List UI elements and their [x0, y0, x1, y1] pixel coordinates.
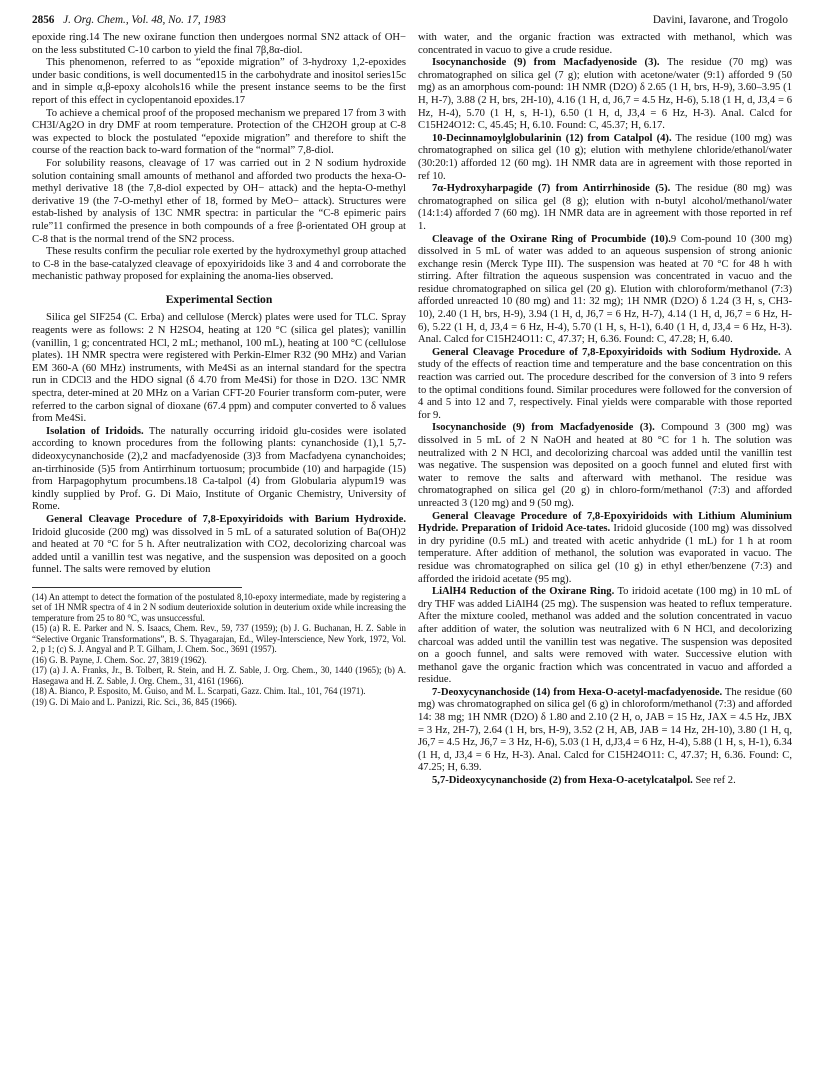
- experimental-paragraph: Silica gel SIF254 (C. Erba) and cellulose (Merck) plates were used for TLC. Spray reagents were as follows: 2 N H2SO4, heating at 120 °C (silica gel plates); vanillin (vanillin, 1 g; concentrated HCl, 2 mL; methanol, 100 mL), heating at 100 °C (cellulose plates). 1H NMR spectra were registered with Perkin-Elmer R32 (90 MHz) and Varian EM 360-A (60 MHz) instruments, with Me4Si as an internal standard for the spectra run in CDCl3 and the HDO signal (δ 4.70 from Me4Si) for those in D2O. 13C NMR spectra, deter-mined at 20 MHz on a Varian CFT-20 Fourier transform com-puter, were referred to the carbon signal of dioxane (67.4 ppm) and computer converted to δ values from Me4Si.: [32, 312, 406, 425]
- experimental-paragraph: [418, 511, 792, 587]
- run-in-heading: General Cleavage Procedure of 7,8-Epoxyiridoids with Barium Hydroxide.: [46, 513, 406, 525]
- run-in-heading: LiAlH4 Reduction of the Oxirane Ring.: [432, 586, 615, 598]
- paragraph-text: The residue (100 mg) was chromatographed on silica gel (10 g); elution with methylene chloride/ethanol/water (30:20:1) afforded 12 (60 mg). 1H NMR data are in agreement with those reported in ref 10.: [418, 132, 792, 182]
- page-header: [32, 14, 788, 32]
- run-in-heading: Cleavage of the Oxirane Ring of Procumbide (10).: [432, 233, 671, 245]
- run-in-heading: Isocynanchoside (9) from Macfadyenoside (3).: [432, 422, 655, 434]
- paragraph: with water, and the organic fraction was extracted with methanol, which was concentrated in vacuo to give a crude residue.: [418, 32, 792, 56]
- experimental-paragraph: [418, 586, 792, 687]
- run-in-heading: 7α-Hydroxyharpagide (7) from Antirrhinoside (5).: [432, 183, 671, 195]
- experimental-paragraph: [418, 57, 792, 133]
- run-in-heading: General Cleavage Procedure of 7,8-Epoxyiridoids with Sodium Hydroxide.: [432, 346, 781, 358]
- footnote: (17) (a) J. A. Franks, Jr., B. Tolbert, R. Stein, and H. Z. Sable, J. Org. Chem., 30, 1440 (1965); (b) A. Hasegawa and H. Z. Sable, J. Org. Chem., 31, 4161 (1966).: [32, 665, 406, 686]
- footnote: (19) G. Di Maio and L. Panizzi, Ric. Sci., 36, 845 (1966).: [32, 696, 237, 707]
- paragraph: epoxide ring.14 The new oxirane function then undergoes normal SN2 attack of OH− on the less substituted C-10 carbon to yield the final 7β,8α-diol.: [32, 32, 406, 56]
- left-column: [32, 32, 406, 707]
- paragraph-text: Iridoid glucoside (200 mg) was dissolved in 5 mL of a saturated solution of Ba(OH)2 and heated at 70 °C for 5 h. After neutralization with CO2, decolorizing charcoal was added until a vanillin test was negative, and the suspension was deposited on a gooch funnel. The salts were removed by elution: [32, 526, 406, 576]
- footnote: (15) (a) R. E. Parker and N. S. Isaacs, Chem. Rev., 59, 737 (1959); (b) J. G. Buchanan, H. Z. Sable in “Selective Organic Transformations”, B. S. Thyagarajan, Ed., Wiley-Interscience, New York, 1972, Vol. 2, p 1; (c) S. J. Angyal and P. T. Gilham, J. Chem. Soc., 3691 (1957).: [32, 623, 406, 655]
- right-column: [418, 32, 792, 788]
- paragraph-text: The naturally occurring iridoid glu-cosides were isolated according to known procedures from the following plants: cynanchoside (1),1 5,7-dideoxycynanchoside (2),2 and macfadyenoside (3)3 from Macfadyena cynanchoides; an-tirrhinoside (5)5 from Antirrhinum tortuosum; procumbide (10) and harpagide (15) from Harpagophytum procumbens.18 Ca-talpol (4) from Globularia alypum19 was kindly supplied by Prof. G. Di Maio, Institute of Organic Chemistry, University of Rome.: [32, 425, 406, 513]
- run-in-heading: General Cleavage Procedure of 7,8-Epoxyiridoids with Lithium Aluminium Hydride. Preparation of Iridoid Ace-tates.: [418, 510, 792, 535]
- paragraph-text: See ref 2.: [692, 775, 736, 787]
- footnote: (18) A. Bianco, P. Esposito, M. Guiso, and M. L. Scarpati, Gazz. Chim. Ital., 101, 764 (1971).: [32, 686, 366, 697]
- experimental-paragraph: [32, 426, 406, 514]
- experimental-paragraph: [418, 133, 792, 183]
- running-authors: Davini, Iavarone, and Trogolo: [652, 14, 788, 26]
- paragraph-text: The residue (70 mg) was chromatographed on silica gel (7 g); elution with acetone/water (9:1) afforded 9 (50 mg) as an amorphous com-pound: 1H NMR (D2O) δ 2.65 (1 H, brs, H-9), 3.60–3.95 (1 H, H-7), 3.88 (2 H, brs, 2H-10), 4.16 (1 H, d, J6,7 = 4.5 Hz, H-6), 5.18 (1 H, d, J3,4 = 6 Hz, H-4), 5.70 (1 H, s, H-1), 6.50 (1 H, d, J3,4 = 6 Hz, H-3). Anal. Calcd for C15H24O12: C, 45.45; H, 6.10. Found: C, 45.37; H, 6.17.: [418, 57, 792, 132]
- run-in-heading: 7-Deoxycynanchoside (14) from Hexa-O-acetyl-macfadyenoside.: [432, 686, 723, 698]
- experimental-paragraph: [32, 514, 406, 577]
- footnotes: [32, 587, 406, 708]
- paragraph-text: Iridoid glucoside (100 mg) was dissolved in dry pyridine (0.5 mL) and treated with acetic anhydride (1 mL) for 1 h at room temperature. After addition of methanol, the solution was evaporated in vacuo. The residue was chromatographed on silica gel (10 g) in ethyl ether/benzene (7:3) and afforded the iridoid acetate (95 mg).: [418, 523, 792, 585]
- footnote: (16) G. B. Payne, J. Chem. Soc. 27, 3819 (1962).: [32, 654, 207, 665]
- experimental-paragraph: [418, 234, 792, 347]
- header-left: [32, 14, 226, 26]
- paragraph-text: The residue (80 mg) was chromatographed on silica gel (8 g); elution with n-butyl alcohol/methanol/water (14:1:4) afforded 7 (60 mg). 1H NMR data are in agreement with those reported in ref 1.: [418, 183, 792, 232]
- run-in-heading: 5,7-Dideoxycynanchoside (2) from Hexa-O-acetylcatalpol.: [432, 775, 693, 787]
- journal-citation: J. Org. Chem., Vol. 48, No. 17, 1983: [63, 14, 226, 26]
- section-heading: Experimental Section: [165, 292, 273, 306]
- experimental-paragraph: [418, 687, 792, 775]
- paragraph-text: Compound 3 (300 mg) was dissolved in 5 mL of 2 N NaOH and heated at 80 °C for 1 h. The solution was neutralized with 2 N HCl, and decolorizing charcoal was added until the vanillin test was negative. The suspension was deposited on a gooch funnel and eluted first with water to remove the salts and afterward with methanol. The residue was chromatographed on silica gel (20 g) in chloro-form/methanol (7:3) and afforded unreacted 3 (120 mg) and 9 (50 mg).: [418, 422, 792, 509]
- paragraph: These results confirm the peculiar role exerted by the hydroxymethyl group attached to C-8 in the base-catalyzed cleavage of epoxyiridoids like 3 and 4 and corroborate the mechanistic pathway proposed for explaining the anoma-lies observed.: [32, 246, 406, 283]
- paragraph: To achieve a chemical proof of the proposed mechanism we prepared 17 from 3 with CH3I/Ag2O in dry DMF at room temperature. Protection of the CH2OH group at C-8 was expected to block the postulated “epoxide migration” and therefore to shift the course of the reaction back to-ward formation of the “normal” 7,8-diol.: [32, 107, 406, 157]
- paragraph-text: To iridoid acetate (100 mg) in 10 mL of dry THF was added LiAlH4 (25 mg). The suspension was heated to reflux temperature. After the mixture cooled, methanol was added and the solution concentrated in vacuo after addition of water, the solution was neutralized with 6 N HCl, and decolorizing charcoal was added until the vanillin test was negative. The suspension was deposited on a gooch funnel, and salts were removed with water. Successive elution with methanol gave the organic fraction which was concentrated in vacuo and afforded a residue.: [418, 586, 792, 686]
- run-in-heading: Isocynanchoside (9) from Macfadyenoside (3).: [432, 57, 660, 69]
- run-in-heading: Isolation of Iridoids.: [46, 425, 144, 437]
- paragraph: This phenomenon, referred to as “epoxide migration” of 3-hydroxy 1,2-epoxides under basic conditions, is well documented15 in the carbohydrate and inositol series15c and in simple α,β-epoxy alcohols16 while the present instance seems to be the first report of this effect in cyclopentanoid epoxides.17: [32, 57, 406, 106]
- paragraph-text: A study of the effects of reaction time and temperature and the base concentration on this reaction was carried out. The procedure described for the conversion of 3 into 9 refers to the optimal conditions found. Similar procedures were followed for the conversion of 4 and 5 into 12 and 7, respectively. Final yields were comparable with those reported for 9.: [418, 346, 792, 421]
- experimental-paragraph: [418, 775, 792, 788]
- footnote: (14) An attempt to detect the formation of the postulated 8,10-epoxy intermediate, made by registering a set of 1H NMR spectra of 4 in 2 N sodium deuterioxide solution in deuterium oxide while increasing the temperature from 25 to 80 °C, was unsuccessful.: [32, 591, 406, 623]
- paragraph: For solubility reasons, cleavage of 17 was carried out in 2 N sodium hydroxide solution containing small amounts of methanol and afforded two products the hexa-O-methyl derivative 18 (the 7,8-diol expected by OH− attack) and the hepta-O-methyl derivative 19 (the 7-O-methyl ether of 18, formed by MeO− attack). Structures were estab-lished by analysis of 13C NMR spectra: in particular the “C-8 epimeric pairs rule”11 confirmed the presence in both compounds of a free β-orientated OH group at C-8 that is the normal trend of the SN2 process.: [32, 157, 406, 245]
- page-number: 2856: [32, 14, 55, 26]
- experimental-paragraph: [418, 183, 792, 233]
- paragraph-text: The residue (60 mg) was chromatographed on silica gel (6 g) in chloroform/methanol (7:3) and afforded 14: 38 mg; 1H NMR (D2O) δ 1.80 and 2.10 (2 H, o, JAB = 15 Hz, JAX = 4.5 Hz, JBX = 3 Hz, 2H-7), 2.64 (1 H, brs, H-9), 3.52 (2 H, AB, JAB = 14 Hz, 2H-10), 3.80 (1 H, q, J6,7 = 4.5 Hz, J6,7 = 3 Hz, H-6), 5.03 (1 H, d,J3,4 = 6 Hz, H-4), 5.88 (1 H, s, H-1), 6.34 (1 H, d, J3,4 = 6 Hz, H-3). Anal. Calcd for C15H24O11: C, 47.37; H, 6.36. Found: C, 47.25; H, 6.39.: [418, 686, 792, 774]
- run-in-heading: 10-Decinnamoylglobularinin (12) from Catalpol (4).: [432, 132, 672, 144]
- paragraph-text: 9 Com-pound 10 (300 mg) dissolved in 5 mL of water was added to an aqueous suspension of strong anionic exchange resin (Merck Type III). The suspension was heated at 70 °C for 48 h with stirring. After filtration the aqueous suspension was concentrated in vacuo and the residue chromatographed on silica gel (20 g). Elution with chloroform/methanol (7:3) afforded unreacted 10 (80 mg) and 11: 32 mg); 1H NMR (D2O) δ 1.24 (3 H, s, CH3-10), 2.40 (1 H, brs, H-9), 3.94 (1 H, d, J6,7 = 6 Hz, H-7), 4.14 (1 H, d, J6,7 = 6 Hz, H-6), 5.22 (1 H, d, J3,4 = 6 Hz, H-4), 5.70 (1 H, s, H-1), 6.40 (1 H, d, J3,4 = 6 Hz, H-3). Anal. Calcd for C15H24O11: C, 47.37; H, 6.36. Found: C, 47.28; H, 6.40.: [418, 233, 792, 346]
- experimental-paragraph: [418, 422, 792, 510]
- experimental-paragraph: [418, 347, 792, 423]
